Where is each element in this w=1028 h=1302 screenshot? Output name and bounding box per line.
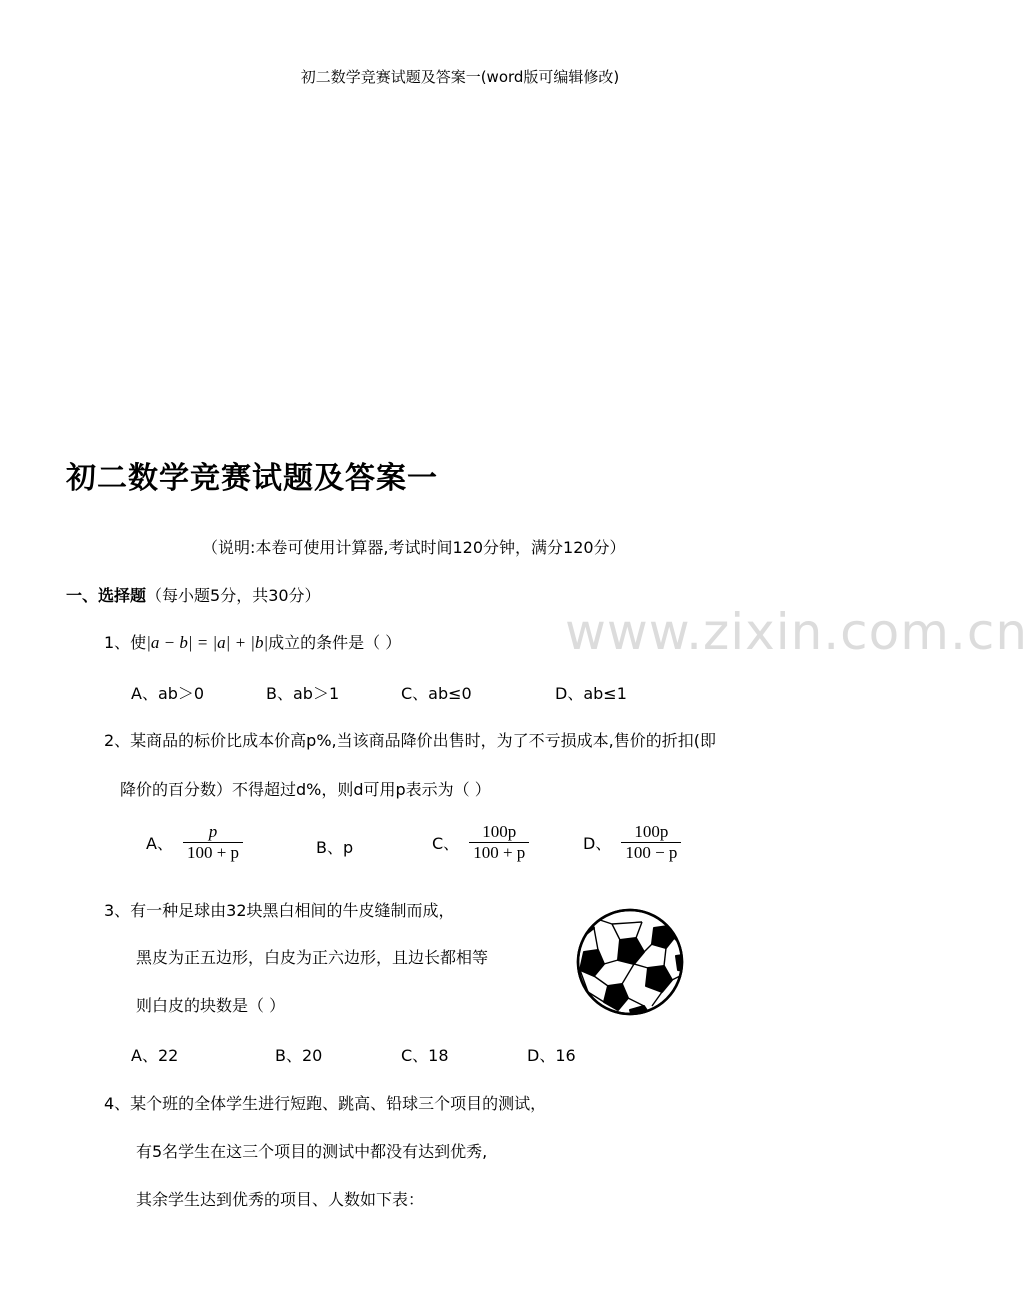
q3-option-a: A、22 bbox=[131, 1046, 179, 1065]
question-3-line-3: 则白皮的块数是（ ） bbox=[136, 996, 286, 1015]
exam-instructions: （说明:本卷可使用计算器,考试时间120分钟，满分120分） bbox=[202, 538, 626, 557]
q2-option-d bbox=[583, 822, 681, 863]
q2-option-d-denominator: 100 − p bbox=[625, 843, 678, 862]
q3-option-c: C、18 bbox=[401, 1046, 449, 1065]
q2-option-c-numerator: 100p bbox=[482, 822, 517, 841]
q1-option-d: D、ab≤1 bbox=[555, 684, 627, 703]
q2-option-d-fraction bbox=[621, 822, 681, 863]
q2-option-c-label: C、 bbox=[432, 834, 460, 853]
page-header: 初二数学竞赛试题及答案一(word版可编辑修改) bbox=[300, 68, 620, 86]
q2-option-c-denominator: 100 + p bbox=[473, 843, 526, 862]
question-4-line-1: 4、某个班的全体学生进行短跑、跳高、铅球三个项目的测试， bbox=[104, 1094, 547, 1113]
q2-option-d-numerator: 100p bbox=[634, 822, 669, 841]
q2-option-a-fraction bbox=[183, 822, 243, 863]
question-3-line-2: 黑皮为正五边形，白皮为正六边形，且边长都相等 bbox=[136, 948, 489, 967]
question-4-line-3: 其余学生达到优秀的项目、人数如下表： bbox=[136, 1190, 425, 1209]
q1-option-a: A、ab＞0 bbox=[131, 684, 205, 703]
soccer-ball-image bbox=[574, 906, 686, 1018]
question-1 bbox=[104, 630, 401, 653]
question-1-prefix: 1、使 bbox=[104, 633, 147, 652]
q2-option-c-fraction bbox=[469, 822, 529, 863]
q1-option-c: C、ab≤0 bbox=[401, 684, 472, 703]
question-4-line-2: 有5名学生在这三个项目的测试中都没有达到优秀, bbox=[136, 1142, 488, 1161]
q2-option-a-label: A、 bbox=[146, 834, 173, 853]
question-2-line-2: 降价的百分数）不得超过d%，则d可用p表示为（ ） bbox=[120, 780, 491, 799]
watermark: www.zixin.com.cn bbox=[565, 603, 1028, 661]
q2-option-c bbox=[432, 822, 529, 863]
q2-option-a-numerator: p bbox=[208, 822, 218, 841]
section-title: 一、选择题 bbox=[66, 586, 147, 605]
q2-option-d-label: D、 bbox=[583, 834, 612, 853]
q2-option-a-denominator: 100 + p bbox=[186, 843, 240, 862]
question-2-line-1: 2、某商品的标价比成本价高p%,当该商品降价出售时，为了不亏损成本,售价的折扣(即 bbox=[104, 731, 716, 750]
section-detail: （每小题5分，共30分） bbox=[146, 586, 321, 605]
q3-option-b: B、20 bbox=[275, 1046, 323, 1065]
q3-option-d: D、16 bbox=[527, 1046, 576, 1065]
q2-option-b: B、p bbox=[316, 838, 354, 857]
q2-option-a bbox=[146, 822, 243, 863]
q1-option-b: B、ab＞1 bbox=[266, 684, 340, 703]
question-1-suffix: 成立的条件是（ ） bbox=[268, 633, 402, 652]
question-1-expression: |a − b| = |a| + |b| bbox=[146, 633, 269, 652]
question-3-line-1: 3、有一种足球由32块黑白相间的牛皮缝制而成， bbox=[104, 901, 455, 920]
document-title: 初二数学竞赛试题及答案一 bbox=[66, 461, 438, 496]
section-heading bbox=[66, 583, 321, 606]
